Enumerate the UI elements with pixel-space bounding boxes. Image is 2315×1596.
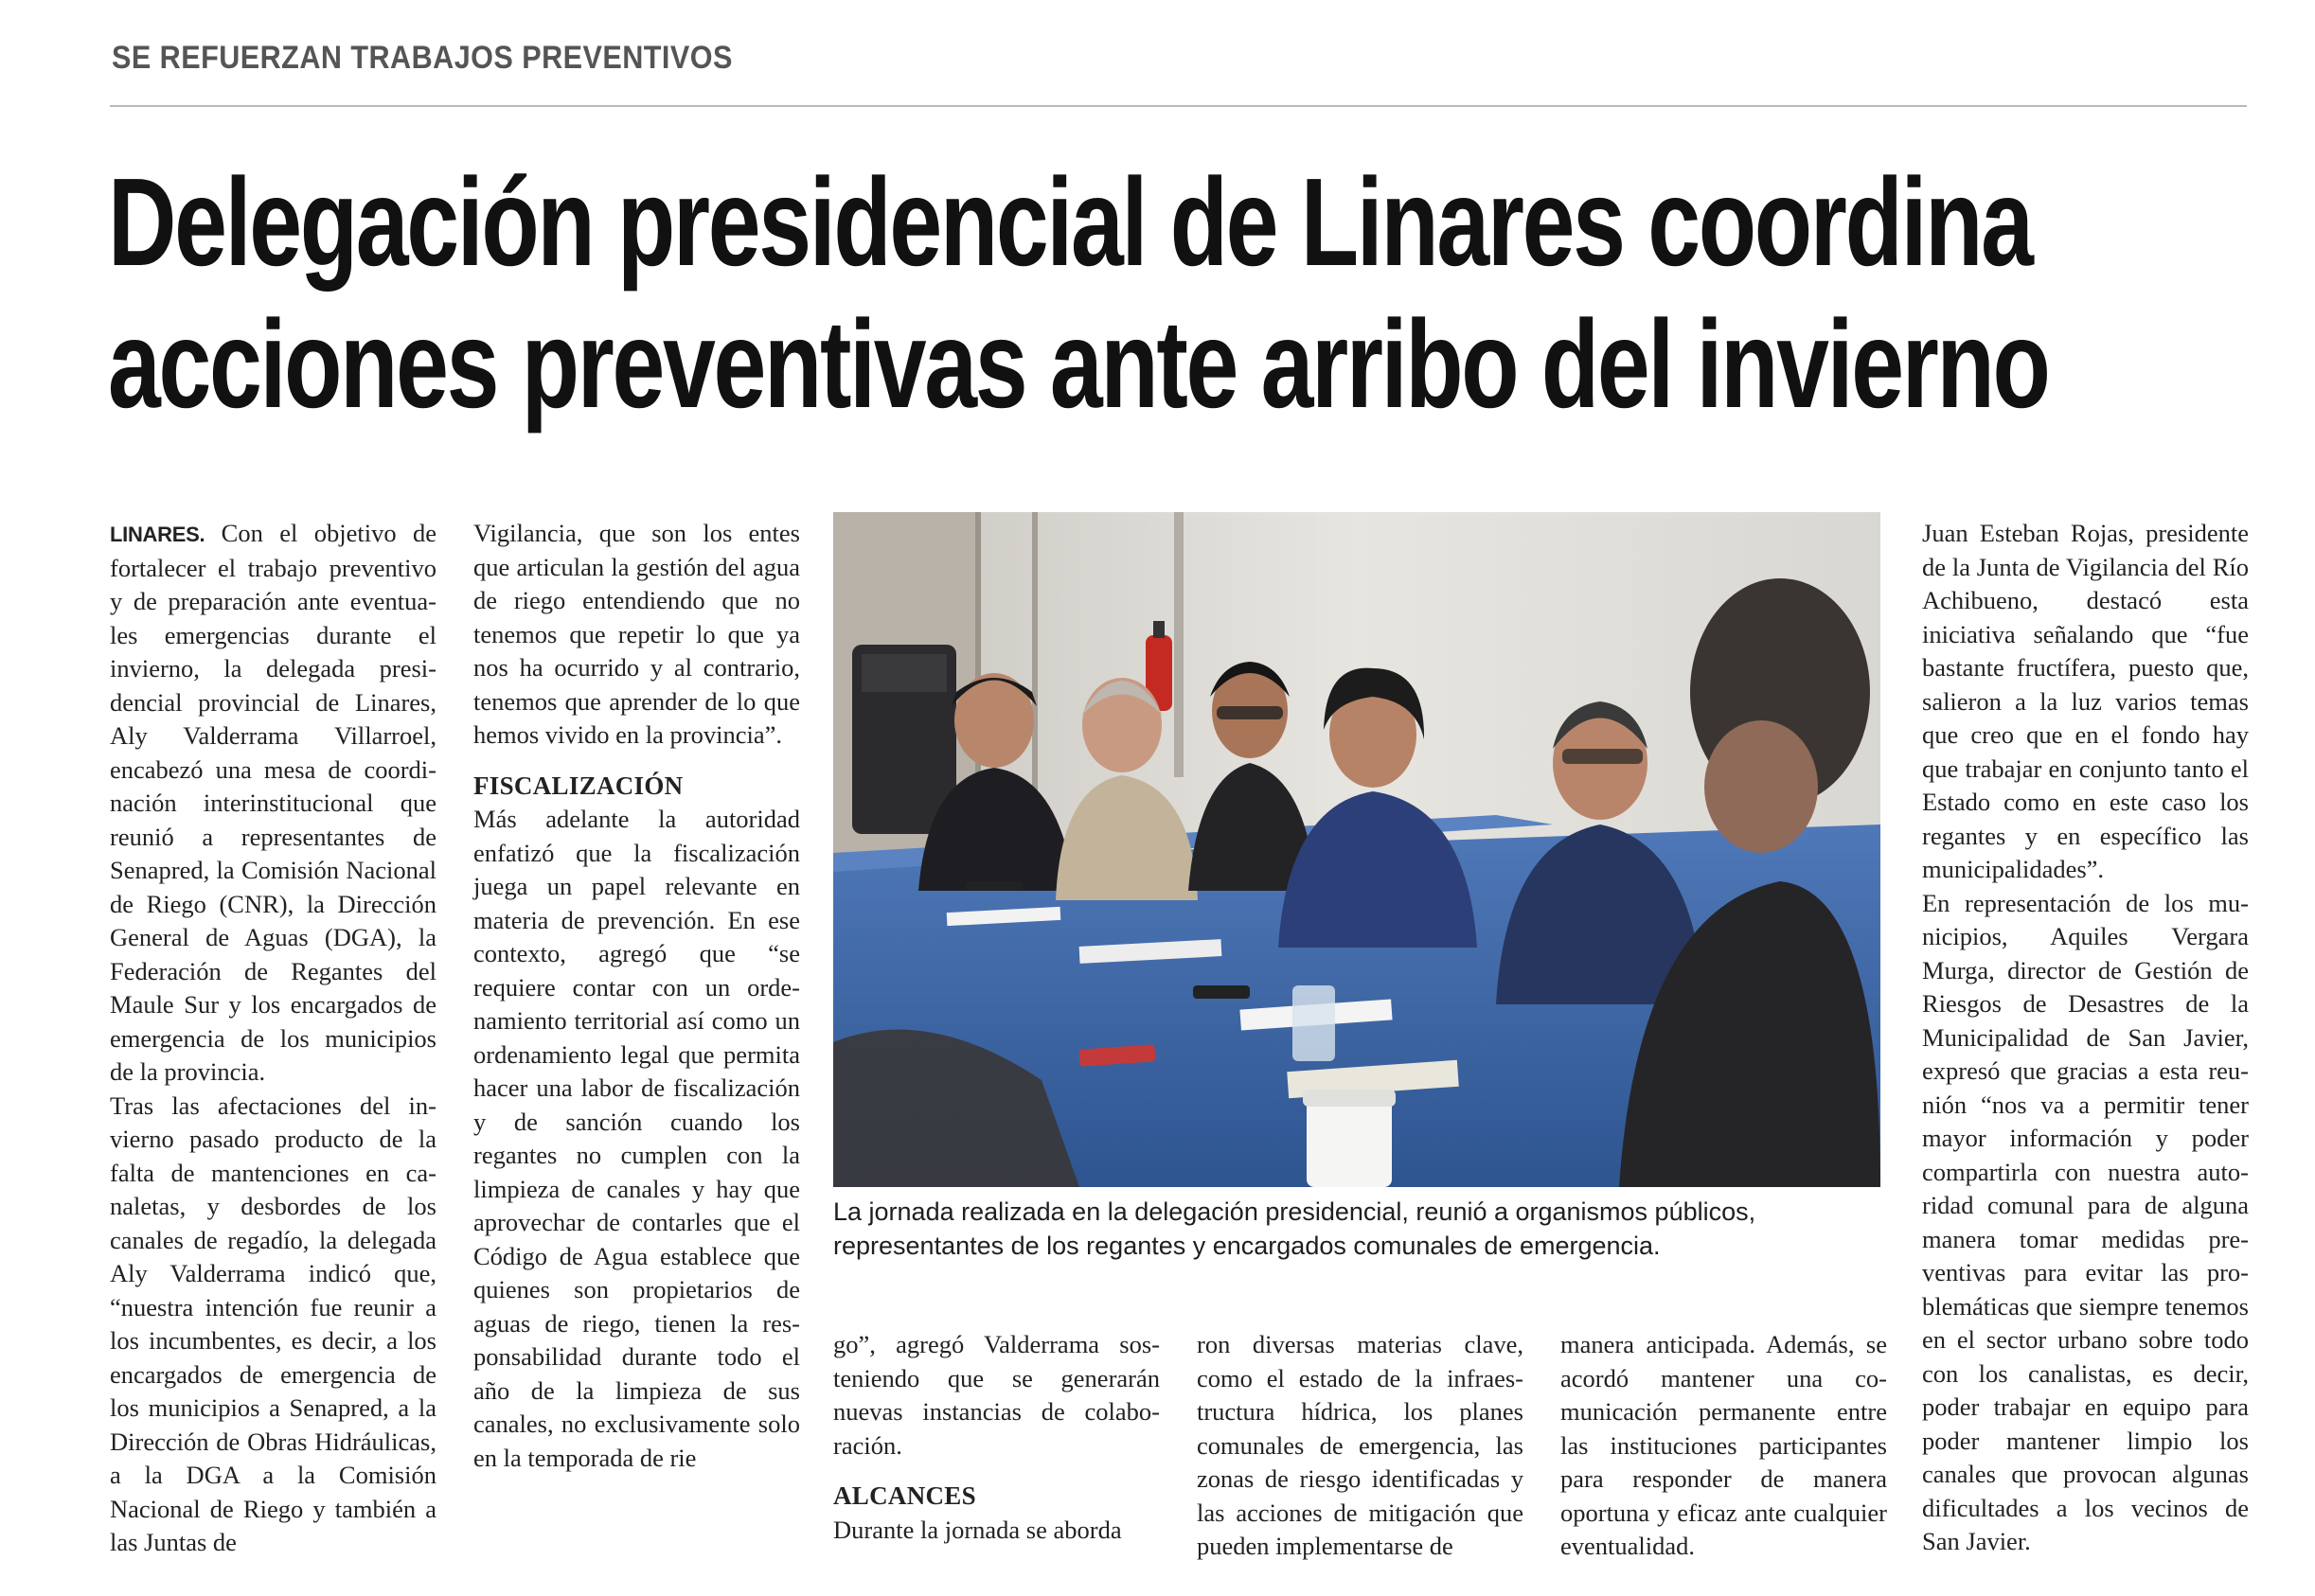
- subheading-alcances: ALCANCES: [833, 1481, 976, 1510]
- paragraph: Vigilancia, que son los entes que articulan la gestión del agua de riego entendiendo que no tenemos que repetir lo que ya nos ha ocurrido y al contrario, tenemos que aprender de lo que hemos vivido en la provincia”.: [473, 519, 800, 749]
- lead-paragraph: [110, 517, 436, 1090]
- article-column-4: [1197, 1328, 1523, 1564]
- photo-caption: [833, 1195, 1913, 1263]
- article-column-6: [1922, 517, 2249, 1559]
- caption-line-2: representantes de los regantes y encargados comunales de emergencia.: [833, 1232, 1661, 1260]
- section-kicker: SE REFUERZAN TRABAJOS PREVENTIVOS: [112, 40, 733, 76]
- article-column-5: [1560, 1328, 1887, 1564]
- headline-line-1: Delegación presidencial de Linares coordina: [108, 152, 2032, 292]
- subheading-fiscalizacion: FISCALIZACIÓN: [473, 771, 684, 800]
- paragraph: Tras las afectaciones del invierno pasado producto de la falta de mantenciones en canaletas, y desbordes de los canales de regadío, la delegada Aly Valderrama indicó que, “nuestra intención fue reunir a los incumbentes, es decir, a los encargados de emergencia de los municipios a Senapred, a la Dirección de Obras Hidráulicas, a la DGA a la Comisión Nacional de Riego y también a las Juntas de: [110, 1091, 436, 1556]
- paragraph: ron diversas materias clave, como el estado de la infraestructura hídrica, los planes comunales de emergencia, las zonas de riesgo identificadas y las acciones de mitigación que pueden implementarse de: [1197, 1330, 1523, 1560]
- caption-line-1: La jornada realizada en la delegación presidencial, reunió a organismos públicos,: [833, 1197, 1756, 1226]
- article-column-1: [110, 517, 436, 1560]
- paragraph: manera anticipada. Además, se acordó mantener una comunicación permanente entre las instituciones participantes para responder de manera oportuna y eficaz ante cualquier eventualidad.: [1560, 1330, 1887, 1560]
- paragraph: Durante la jornada se aborda: [833, 1515, 1122, 1544]
- paragraph: go”, agregó Valderrama sosteniendo que se generarán nuevas instancias de colaboración.: [833, 1330, 1160, 1460]
- article-column-3: [833, 1328, 1160, 1547]
- header-divider: [110, 105, 2247, 107]
- paragraph: Más adelante la autoridad enfatizó que la fiscalización juega un papel relevante en materia de prevención. En ese contexto, agregó que “se requiere contar con un ordenamiento territorial así como un ordenamiento legal que permita hacer una labor de fiscalización y de sanción cuando los regantes no cumplen con la limpieza de canales y hay que aprovechar de contarles que el Código de Agua establece que quienes son propietarios de aguas de riego, tienen la responsabilidad durante todo el año de la limpieza de sus canales, no exclusivamente solo en la temporada de rie: [473, 805, 800, 1472]
- lead-text: Con el objetivo de fortalecer el trabajo preventivo y de preparación ante eventuales emergencias durante el invierno, la delegada presidencial provincial de Linares, Aly Valderrama Villarroel, encabezó una mesa de coordinación interinstitucional que reunió a representantes de Senapred, la Comisión Nacional de Riego (CNR), la Dirección General de Aguas (DGA), la Federación de Regantes del Maule Sur y los encargados de emergencia de los municipios de la provincia.: [110, 519, 436, 1086]
- dateline: LINARES.: [110, 523, 205, 546]
- headline-line-2: acciones preventivas ante arribo del invierno: [108, 294, 2049, 434]
- article-column-2: [473, 517, 800, 1475]
- article-headline: [108, 151, 2049, 435]
- paragraph: En representación de los municipios, Aquiles Vergara Murga, director de Gestión de Riesgos de Desastres de la Municipalidad de San Javier, expresó que gracias a esta reunión “nos va a permitir tener mayor información y poder compartirla con nuestra autoridad comunal para de alguna manera tomar medidas preventivas para evitar las problemáticas que siempre tenemos en el sector urbano sobre todo con los canalistas, es decir, poder trabajar en equipo para poder mantener limpio los canales que provocan algunas dificultades a los vecinos de San Javier.: [1922, 888, 2249, 1555]
- meeting-photo: [833, 512, 1880, 1187]
- paragraph: Juan Esteban Rojas, presidente de la Junta de Vigilancia del Río Achibueno, destacó esta iniciativa señalando que “fue bastante fructífera, puesto que, salieron a la luz varios temas que creo que en el fondo hay que trabajar en conjunto tanto el Estado como en este caso los regantes y en específico las municipalidades”.: [1922, 519, 2249, 883]
